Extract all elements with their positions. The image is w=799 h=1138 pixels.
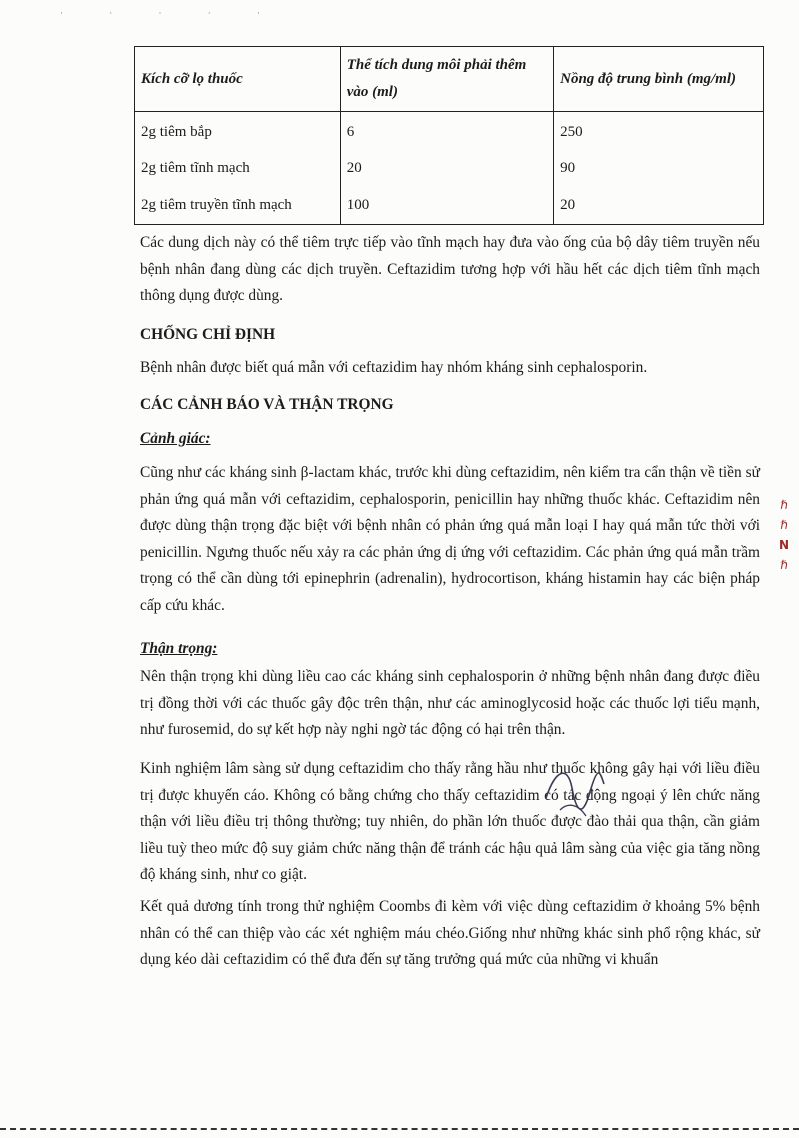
paragraph-text: Nên thận trọng khi dùng liều cao các kháng sinh cephalosporin ở những bệnh nhân đang được điều trị đồng thời với các thuốc gây độc trên thận, như các aminoglycosid hoặc các thuốc lợi tiểu mạnh, như furosemid, do sự kết hợp này nghi ngờ tác động có hại trên thận. xyxy=(140,668,760,738)
paragraph-contraindication xyxy=(140,355,760,382)
margin-mark: ℏ xyxy=(780,558,788,572)
subheading-warning: Cảnh giác: xyxy=(140,430,211,447)
dosage-table xyxy=(134,46,764,225)
paragraph-text: Kết quả dương tính trong thử nghiệm Coombs đi kèm với việc dùng ceftazidim ở khoảng 5% bệnh nhân có thể can thiệp vào các xét nghiệm máu chéo.Giống như những khác sinh phổ rộng khác, sử dụng kéo dài ceftazidim có thể đưa đến sự tăng trưởng quá mức của những vi khuẩn xyxy=(140,898,760,968)
paragraph-caution-1 xyxy=(140,664,760,744)
table-cell: 20 xyxy=(554,186,764,225)
table-header-cell: Nồng độ trung bình (mg/ml) xyxy=(554,47,764,112)
paragraph-caution-3 xyxy=(140,894,760,974)
paragraph-warning xyxy=(140,460,760,619)
table-cell: 2g tiêm tĩnh mạch xyxy=(135,150,341,186)
subheading-caution: Thận trọng: xyxy=(140,640,218,657)
margin-stamp-marks xyxy=(773,495,795,575)
scan-edge-line xyxy=(0,1128,799,1132)
scan-artifact-dots: · · · · · xyxy=(60,8,282,18)
table-cell: 90 xyxy=(554,150,764,186)
paragraph-text: Bệnh nhân được biết quá mẫn với ceftazidim hay nhóm kháng sinh cephalosporin. xyxy=(140,359,648,376)
table-cell: 250 xyxy=(554,112,764,151)
heading-contraindication: CHỐNG CHỈ ĐỊNH xyxy=(140,326,276,343)
heading-warnings-precautions: CÁC CẢNH BÁO VÀ THẬN TRỌNG xyxy=(140,396,394,413)
margin-mark: ℏ xyxy=(780,498,788,512)
table-header-row xyxy=(135,47,764,112)
paragraph-infusion-compat xyxy=(140,230,760,310)
table-cell: 2g tiêm bắp xyxy=(135,112,341,151)
paragraph-text: Kinh nghiệm lâm sàng sử dụng ceftazidim cho thấy rằng hầu như thuốc không gây hại với liều điều trị được khuyến cáo. Không có bằng chứng cho thấy ceftazidim có tác động ngoại ý lên chức năng thận với liều điều trị thông thường; tuy nhiên, do phần lớn thuốc được đào thải qua thận, cần giảm liều tuỳ theo mức độ suy giảm chức năng thận để tránh các hậu quả lâm sàng của việc gia tăng nồng độ kháng sinh, như co giật. xyxy=(140,760,760,883)
paragraph-text: Các dung dịch này có thể tiêm trực tiếp vào tĩnh mạch hay đưa vào ống của bộ dây tiêm truyền nếu bệnh nhân đang dùng các dịch truyền. Ceftazidim tương hợp với hầu hết các dịch tiêm tĩnh mạch thông dụng được dùng. xyxy=(140,234,760,304)
table-cell: 2g tiêm truyền tĩnh mạch xyxy=(135,186,341,225)
margin-mark: N xyxy=(778,538,790,552)
handwritten-signature-icon xyxy=(538,758,608,828)
table-cell: 100 xyxy=(340,186,553,225)
paragraph-text: Cũng như các kháng sinh β-lactam khác, trước khi dùng ceftazidim, nên kiểm tra cẩn thận về tiền sử phản ứng quá mẫn với ceftazidim, cephalosporin, penicillin hay những thuốc khác. Ceftazidim nên được dùng thận trọng đặc biệt với bệnh nhân có phản ứng quá mẫn loại I hay quá mẫn tức thời với penicillin. Ngưng thuốc nếu xảy ra các phản ứng dị ứng với ceftazidim. Các phản ứng quá mẫn trầm trọng có thể cần dùng tới epinephrin (adrenalin), hydrocortison, kháng histamin hay các biện pháp cấp cứu khác. xyxy=(140,464,760,614)
table-row xyxy=(135,150,764,186)
table-row xyxy=(135,186,764,225)
table-cell: 6 xyxy=(340,112,553,151)
table-header-cell: Kích cỡ lọ thuốc xyxy=(135,47,341,112)
table-cell: 20 xyxy=(340,150,553,186)
table-row xyxy=(135,112,764,151)
table-header-cell: Thể tích dung môi phải thêm vào (ml) xyxy=(340,47,553,112)
margin-mark: ℏ xyxy=(780,518,788,532)
paragraph-caution-2 xyxy=(140,756,760,889)
